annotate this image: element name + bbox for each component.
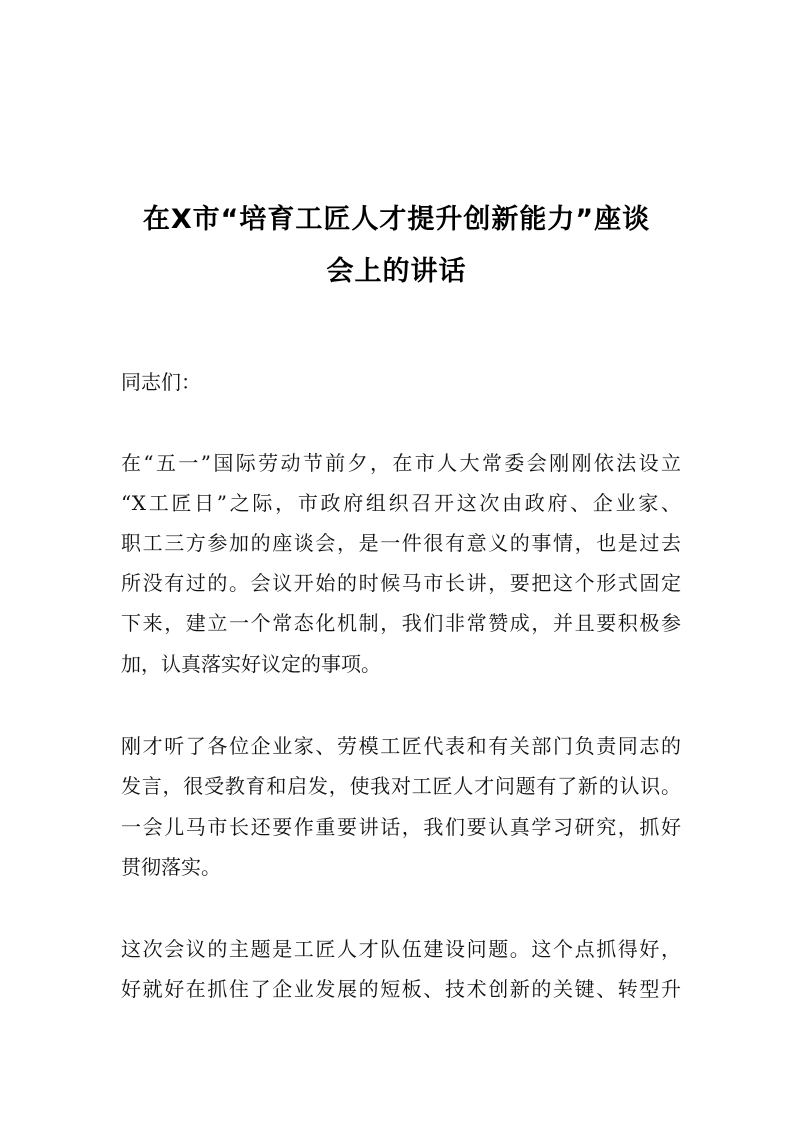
paragraph-1-line-3: 职工三方参加的座谈会，是一件很有意义的事情，也是过去 [121, 531, 681, 555]
paragraph-1-line-5: 下来，建立一个常态化机制，我们非常赞成，并且要积极参 [121, 611, 681, 635]
paragraph-3-line-2: 好就好在抓住了企业发展的短板、技术创新的关键、转型升 [121, 977, 681, 1001]
paragraph-2-line-4: 贯彻落实。 [121, 855, 221, 879]
paragraph-1-line-4: 所没有过的。会议开始的时候马市长讲，要把这个形式固定 [121, 571, 681, 595]
paragraph-1-line-2: “X工匠日”之际，市政府组织召开这次由政府、企业家、 [121, 491, 681, 515]
salutation: 同志们： [121, 370, 201, 394]
paragraph-1-line-6: 加，认真落实好议定的事项。 [121, 652, 381, 676]
paragraph-2-line-3: 一会儿马市长还要作重要讲话，我们要认真学习研究，抓好 [121, 815, 681, 839]
document-title-line-2: 会上的讲话 [326, 256, 467, 287]
paragraph-3-line-1: 这次会议的主题是工匠人才队伍建设问题。这个点抓得好， [121, 937, 681, 961]
paragraph-1-line-1: 在“五一”国际劳动节前夕，在市人大常委会刚刚依法设立 [121, 451, 681, 475]
document-title-line-1: 在X市“培育工匠人才提升创新能力”座谈 [142, 204, 651, 235]
paragraph-2-line-2: 发言，很受教育和启发，使我对工匠人才问题有了新的认识。 [121, 774, 681, 798]
paragraph-2-line-1: 刚才听了各位企业家、劳模工匠代表和有关部门负责同志的 [121, 734, 681, 758]
